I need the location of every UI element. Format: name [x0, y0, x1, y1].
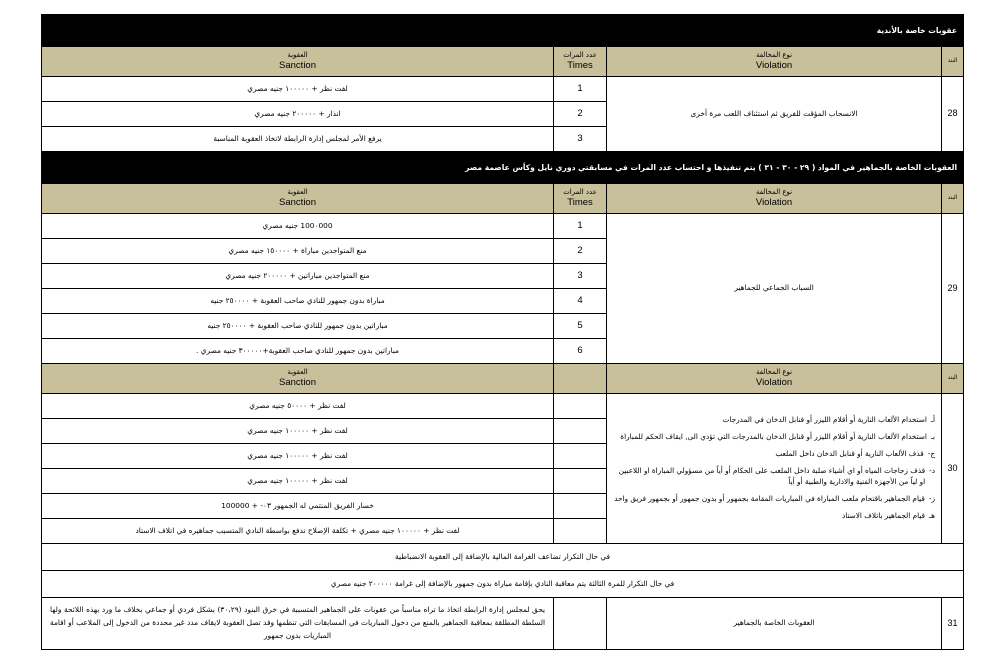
violation-letter: ز-	[928, 493, 936, 503]
row-sanction: 100٠000 جنيه مصري	[42, 214, 554, 239]
row-times: 4	[554, 289, 607, 314]
header-sanction-en: Sanction	[279, 376, 317, 388]
violation-letter: د-	[929, 466, 936, 476]
row-times: 1	[554, 77, 607, 102]
header-sanction	[42, 47, 554, 77]
column-header-row	[42, 184, 964, 214]
row-sanction: مباراتين بدون جمهور للنادي صاحب العقوبة+٣٠٠٠٠٠ جنيه مصري .	[42, 339, 554, 364]
row-sanction: مباراة بدون جمهور للنادي صاحب العقوبة + ٢٥٠٠٠٠ جنيه	[42, 289, 554, 314]
header-item: البند	[942, 184, 964, 214]
header-sanction-ar: العقوبة	[287, 187, 308, 196]
row-violation-text: السباب الجماعي للجماهير	[607, 214, 942, 364]
header-times-ar: عدد المرات	[563, 187, 597, 196]
repeat-note-2: في حال التكرار للمرة الثالثة يتم معاقبة النادي بإقامة مباراة بدون جمهور بالإضافة إلى غرامة ٢٠٠٠٠٠ جنيه مصري	[42, 571, 964, 598]
table-row	[42, 571, 964, 598]
header-sanction	[42, 184, 554, 214]
header-sanction	[42, 364, 554, 394]
row-times: 2	[554, 239, 607, 264]
header-sanction-ar: العقوبة	[287, 50, 308, 59]
column-header-row	[42, 364, 964, 394]
violation-letter: بـ	[930, 432, 936, 442]
section-banner-row	[42, 15, 964, 47]
header-item: البند	[942, 364, 964, 394]
header-violation-en: Violation	[755, 196, 793, 208]
row-times-empty	[554, 469, 607, 494]
repeat-note-1: في حال التكرار تضاعف الغرامة المالية بالإضافة إلى العقوبة الانضباطية	[42, 544, 964, 571]
violation-letter: أـ	[930, 415, 936, 425]
row-times-empty	[554, 598, 607, 650]
violation-letter: هـ	[929, 510, 936, 520]
header-violation-ar: نوع المخالفة	[755, 50, 793, 59]
table-row	[42, 598, 964, 650]
column-header-row	[42, 47, 964, 77]
header-violation-ar: نوع المخالفة	[755, 187, 793, 196]
header-times	[554, 47, 607, 77]
row-times: 2	[554, 102, 607, 127]
table-row	[42, 544, 964, 571]
row-times-empty	[554, 419, 607, 444]
violation-text: قذف زجاجات المياه أو اي أشياء صلبة داخل الملعب على الحكام أو أياً من مسؤولي المباراة او اللاعبين او لياً من الأجهزة الفنية والادارية والطبية أو أياً	[618, 466, 926, 486]
row-violation-text: الانسحاب المؤقت للفريق ثم استئناف اللعب مرة أخرى	[607, 77, 942, 152]
row-sanction: لفت نظر + ١٠٠٠٠٠ جنيه مصري	[42, 419, 554, 444]
violation-letter: ج-	[927, 449, 936, 459]
table-row	[42, 77, 964, 102]
row-sanction: منع المتواجدين مباراتين + ٢٠٠٠٠٠ جنيه مصري	[42, 264, 554, 289]
header-violation-en: Violation	[755, 376, 793, 388]
table-row	[42, 214, 964, 239]
row-times: 6	[554, 339, 607, 364]
row-sanction: يرفع الأمر لمجلس إدارة الرابطة لاتخاذ العقوبة المناسبة	[42, 127, 554, 152]
section-banner-row	[42, 152, 964, 184]
row-times: 3	[554, 127, 607, 152]
violation-text: قيام الجماهير باتلاف الاستاد	[841, 510, 926, 520]
row-sanction: لفت نظر + ١٠٠٠٠٠ جنيه مصري + تكلفة الإصلاح تدفع بواسطة النادي المتسبب جماهيره في اتلاف الاستاد	[42, 519, 554, 544]
header-times-empty	[554, 364, 607, 394]
section-banner-fans: العقوبات الخاصة بالجماهير في المواد ( ٢٩ - ٣٠ - ٣١ ) يتم تنفيذها و احتساب عدد المرات في مسابقتي دوري نايل وكأس عاصمة مصر	[42, 152, 964, 184]
row-sanction: لفت نظر + ٥٠٠٠٠ جنيه مصري	[42, 394, 554, 419]
header-sanction-en: Sanction	[279, 196, 317, 208]
list-item	[613, 466, 935, 488]
row-times-empty	[554, 494, 607, 519]
list-item	[613, 449, 935, 460]
row-sanction: انذار + ٢٠٠٠٠٠ جنيه مصري	[42, 102, 554, 127]
row-times: 1	[554, 214, 607, 239]
row-sanction: لفت نظر + ١٠٠٠٠٠ جنيه مصري	[42, 77, 554, 102]
row-times: 3	[554, 264, 607, 289]
violation-text: قيام الجماهير باقتحام ملعب المباراة في المباريات المقامة بجمهور أو بدون جمهور أو بجمهور فريق واحد	[614, 493, 925, 503]
header-violation	[607, 184, 942, 214]
sanctions-table	[41, 14, 964, 650]
row-sanction: يحق لمجلس إدارة الرابطة اتخاذ ما تراه مناسباً من عقوبات على الجماهير المتسببة في خرق البنود (٣٠،٢٩) بشكل فردي أو جماعي بخلاف ما ورد بهذه اللائحة ولها السلطة المطلقة بمعاقبة الجماهير بالمنع من دخول المباريات في المسابقات التي تنظمها وقد تصل العقوبة لايقاف مدد غير محددة من الدخول إلى الملاعب أو اقامة المباريات بدون جمهور	[42, 598, 554, 650]
row-item-number: 29	[942, 214, 964, 364]
header-times-ar: عدد المرات	[563, 50, 597, 59]
header-violation-ar: نوع المخالفة	[755, 367, 793, 376]
header-violation-en: Violation	[755, 59, 793, 71]
row-sanction: منع المتواجدين مباراة + ١٥٠٠٠٠ جنيه مصري	[42, 239, 554, 264]
table-row	[42, 394, 964, 419]
row-times: 5	[554, 314, 607, 339]
violation-text: استخدام الألعاب النارية أو أقلام الليزر أو قنابل الدخان في المدرجات	[722, 415, 927, 425]
header-sanction-ar: العقوبة	[287, 367, 308, 376]
violation-text: قذف الألعاب النارية أو قنابل الدخان داخل الملعب	[775, 449, 924, 459]
row-violation-list	[607, 394, 942, 544]
row-item-number: 30	[942, 394, 964, 544]
list-item	[613, 432, 935, 443]
table-body	[42, 15, 964, 650]
row-times-empty	[554, 519, 607, 544]
violation-lettered-list	[611, 415, 937, 522]
violation-text: استخدام الألعاب النارية أو أقلام الليزر أو قنابل الدخان بالمدرجات التي تؤدي الى, ايقاف الحكم للمباراة	[620, 432, 927, 442]
header-times-en: Times	[567, 196, 593, 208]
row-sanction: مباراتين بدون جمهور للنادي صاحب العقوبة + ٢٥٠٠٠٠ جنيه	[42, 314, 554, 339]
header-violation	[607, 47, 942, 77]
header-sanction-en: Sanction	[279, 59, 317, 71]
header-times	[554, 184, 607, 214]
list-item	[613, 511, 935, 522]
row-violation-text: العقوبات الخاصة بالجماهير	[607, 598, 942, 650]
header-item: البند	[942, 47, 964, 77]
row-sanction: لفت نظر + ١٠٠٠٠٠ جنيه مصري	[42, 444, 554, 469]
list-item	[613, 494, 935, 505]
row-sanction: لفت نظر + ١٠٠٠٠٠ جنيه مصري	[42, 469, 554, 494]
row-sanction: خسار الفريق المنتمي له الجمهور ٠٣- + 100000	[42, 494, 554, 519]
header-times-en: Times	[567, 59, 593, 71]
row-item-number: 28	[942, 77, 964, 152]
row-item-number: 31	[942, 598, 964, 650]
section-banner-clubs: عقوبات خاصة بالأندية	[42, 15, 964, 47]
list-item	[613, 415, 935, 426]
header-violation	[607, 364, 942, 394]
row-times-empty	[554, 394, 607, 419]
row-times-empty	[554, 444, 607, 469]
